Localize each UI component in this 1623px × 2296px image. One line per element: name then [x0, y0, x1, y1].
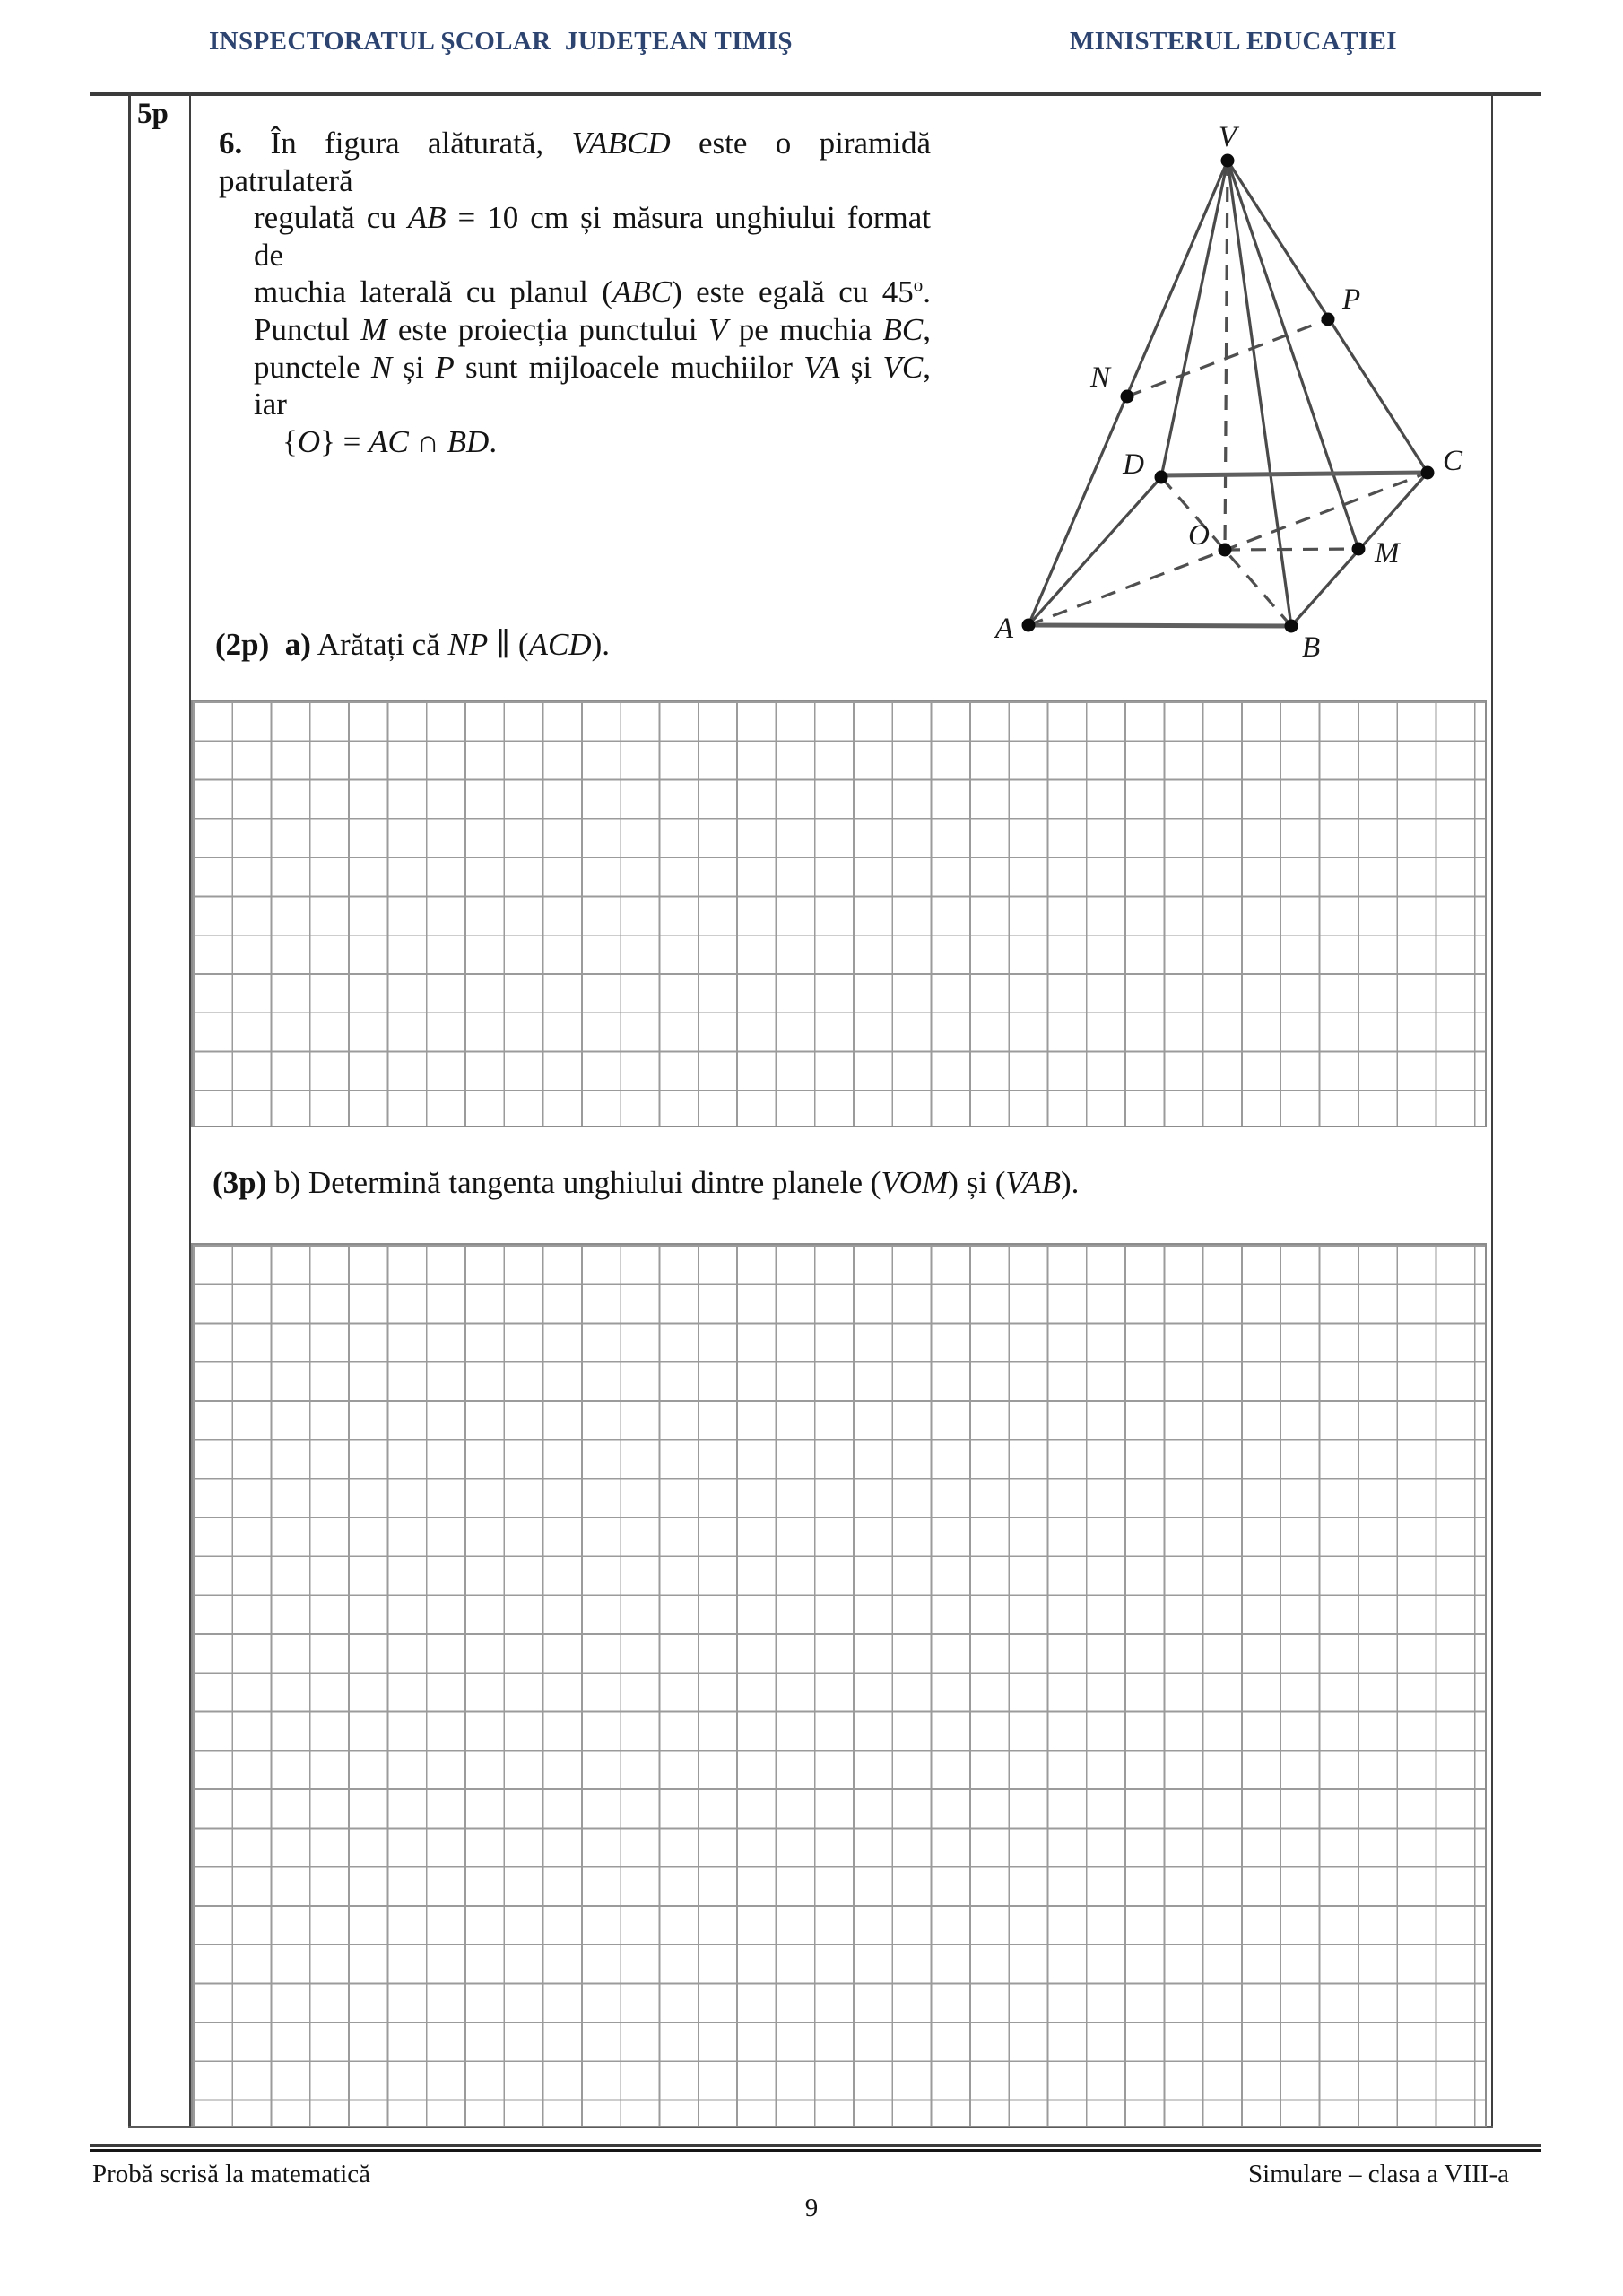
problem-line: muchia laterală cu planul (ABC) este egală cu 45$^o$.	[254, 274, 931, 310]
figure-point-C	[1421, 466, 1435, 480]
figure-point-A	[1022, 619, 1036, 632]
figure-edge-VD	[1161, 161, 1228, 477]
question-b: (3p) b) Determină tangenta unghiului dintre planele (VOM) și (VAB).	[213, 1165, 1080, 1200]
problem-line: 6. În figura alăturată, VABCD este o piramidă patrulateră	[219, 126, 931, 198]
figure-point-M	[1352, 543, 1366, 556]
figure-edge-DC	[1161, 473, 1428, 475]
answer-grid-b	[191, 1243, 1487, 2127]
footer-left: Probă scrisă la matematică	[92, 2160, 371, 2188]
score-label: 5p	[137, 98, 169, 130]
problem-line: Punctul M este proiecția punctului V pe muchia BC,	[254, 311, 931, 347]
footer-rule-thin	[90, 2144, 1541, 2147]
figure-label-O: O	[1188, 519, 1210, 552]
figure-edge-AD	[1028, 477, 1161, 625]
problem-line: punctele N și P sunt mijloacele muchiilor VA și VC, iar	[254, 349, 931, 422]
header-rule	[90, 92, 1541, 96]
figure-edge-OM	[1225, 549, 1358, 550]
figure-point-P	[1322, 313, 1335, 326]
figure-point-B	[1285, 620, 1298, 633]
figure-edge-VB	[1228, 161, 1291, 626]
figure-point-V	[1221, 154, 1235, 168]
figure-point-O	[1219, 544, 1232, 557]
figure-label-M: M	[1375, 537, 1400, 570]
figure-label-N: N	[1089, 361, 1110, 394]
figure-label-P: P	[1342, 283, 1361, 316]
problem-line: {O} = AC ∩ BD.	[282, 423, 498, 459]
figure-label-B: B	[1302, 631, 1321, 664]
answer-grid-a	[191, 700, 1487, 1127]
figure-label-C: C	[1443, 445, 1463, 477]
figure-edge-AB	[1028, 625, 1291, 626]
page-number: 9	[804, 2194, 819, 2222]
figure-label-A: A	[994, 613, 1013, 645]
header-right-title: MINISTERUL EDUCAŢIEI	[1070, 27, 1397, 56]
question-a: (2p) a) Arătați că NP ∥ (ACD).	[215, 627, 610, 662]
problem-line: regulată cu AB = 10 cm și măsura unghiului format de	[254, 200, 931, 273]
figure-point-N	[1121, 390, 1134, 404]
figure-point-D	[1155, 471, 1168, 484]
footer-right: Simulare – clasa a VIII-a	[1248, 2160, 1509, 2188]
figure-edge-VM	[1228, 161, 1361, 549]
figure-label-D: D	[1123, 448, 1144, 481]
header-left-title: INSPECTORATUL ŞCOLAR JUDEŢEAN TIMIŞ	[209, 27, 793, 56]
table-border-left	[128, 92, 131, 2127]
footer-rule-thick	[90, 2149, 1541, 2152]
figure-label-V: V	[1218, 121, 1237, 153]
figure-edge-VO	[1225, 161, 1228, 550]
problem-statement	[219, 125, 931, 460]
pyramid-figure	[977, 117, 1506, 682]
